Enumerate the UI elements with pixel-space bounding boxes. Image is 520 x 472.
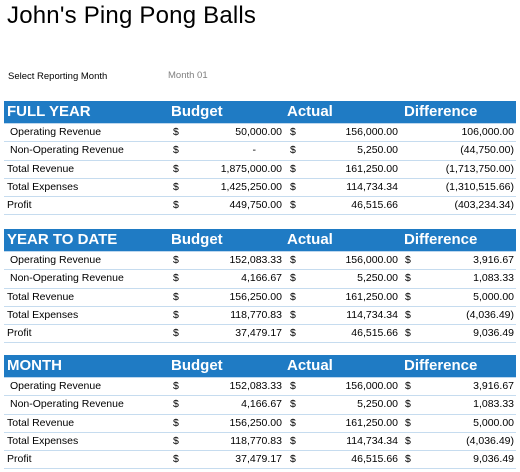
section-full-year: [4, 101, 516, 215]
difference-cell[interactable]: 3,916.67: [473, 380, 514, 392]
table-row: [4, 179, 516, 197]
currency-symbol: $: [290, 380, 296, 392]
currency-symbol: $: [173, 180, 179, 193]
currency-symbol: $: [290, 199, 296, 212]
table-row: [4, 142, 516, 160]
budget-cell[interactable]: 152,083.33: [229, 254, 282, 266]
actual-column-header: Actual: [287, 231, 333, 248]
actual-cell[interactable]: 114,734.34: [346, 308, 398, 321]
difference-cell[interactable]: 5,000.00: [473, 290, 514, 303]
currency-symbol: $: [405, 308, 411, 321]
row-label: Operating Revenue: [10, 254, 102, 266]
section-title: FULL YEAR: [7, 103, 91, 120]
actual-cell[interactable]: 5,250.00: [357, 272, 398, 285]
currency-symbol: $: [173, 290, 179, 303]
row-label: Non-Operating Revenue: [10, 144, 124, 157]
actual-cell[interactable]: 46,515.66: [351, 327, 398, 340]
budget-cell[interactable]: 156,250.00: [229, 416, 282, 429]
budget-column-header: Budget: [171, 357, 223, 374]
budget-cell[interactable]: 156,250.00: [229, 290, 282, 303]
currency-symbol: $: [290, 126, 296, 138]
row-label: Non-Operating Revenue: [10, 272, 124, 285]
currency-symbol: $: [173, 199, 179, 212]
actual-cell[interactable]: 5,250.00: [357, 398, 398, 411]
currency-symbol: $: [290, 144, 296, 157]
difference-cell[interactable]: 1,083.33: [473, 398, 514, 411]
difference-column-header: Difference: [404, 231, 478, 248]
currency-symbol: $: [290, 453, 296, 466]
actual-cell[interactable]: 114,734.34: [346, 434, 398, 447]
section-header: [4, 355, 516, 378]
table-row: [4, 270, 516, 288]
row-label: Profit: [7, 199, 32, 212]
actual-cell[interactable]: 46,515.66: [351, 453, 398, 466]
currency-symbol: $: [405, 272, 411, 285]
currency-symbol: $: [290, 290, 296, 303]
currency-symbol: $: [405, 290, 411, 303]
actual-cell[interactable]: 46,515.66: [351, 199, 398, 212]
table-row: [4, 124, 516, 142]
difference-cell[interactable]: 1,083.33: [473, 272, 514, 285]
currency-symbol: $: [290, 272, 296, 285]
budget-cell[interactable]: 118,770.83: [230, 434, 282, 447]
difference-cell[interactable]: (4,036.49): [466, 434, 514, 447]
actual-cell[interactable]: 156,000.00: [345, 380, 398, 392]
difference-cell[interactable]: 5,000.00: [473, 416, 514, 429]
currency-symbol: $: [173, 144, 179, 157]
actual-column-header: Actual: [287, 357, 333, 374]
currency-symbol: $: [290, 308, 296, 321]
currency-symbol: $: [173, 434, 179, 447]
currency-symbol: $: [290, 180, 296, 193]
table-row: [4, 252, 516, 270]
currency-symbol: $: [405, 254, 411, 266]
currency-symbol: $: [405, 416, 411, 429]
actual-cell[interactable]: 5,250.00: [357, 144, 398, 157]
table-row: [4, 289, 516, 307]
table-row: [4, 433, 516, 451]
budget-cell[interactable]: 50,000.00: [235, 126, 282, 138]
currency-symbol: $: [173, 126, 179, 138]
budget-cell[interactable]: 1,875,000.00: [220, 162, 282, 175]
table-row: [4, 415, 516, 433]
currency-symbol: $: [173, 162, 179, 175]
budget-cell[interactable]: -: [252, 144, 256, 157]
actual-column-header: Actual: [287, 103, 333, 120]
difference-cell[interactable]: 9,036.49: [473, 327, 514, 340]
currency-symbol: $: [290, 162, 296, 175]
difference-cell[interactable]: 9,036.49: [473, 453, 514, 466]
budget-column-header: Budget: [171, 103, 223, 120]
section-year-to-date: [4, 229, 516, 343]
difference-cell[interactable]: (44,750.00): [460, 144, 514, 157]
currency-symbol: $: [290, 434, 296, 447]
row-label: Total Revenue: [7, 290, 75, 303]
row-label: Operating Revenue: [10, 380, 102, 392]
reporting-month-select[interactable]: Month 01: [168, 70, 208, 81]
currency-symbol: $: [173, 416, 179, 429]
table-row: [4, 161, 516, 179]
difference-column-header: Difference: [404, 103, 478, 120]
currency-symbol: $: [405, 380, 411, 392]
difference-cell[interactable]: (1,713,750.00): [445, 162, 514, 175]
row-label: Total Revenue: [7, 416, 75, 429]
budget-cell[interactable]: 449,750.00: [229, 199, 282, 212]
actual-cell[interactable]: 161,250.00: [345, 162, 398, 175]
budget-cell[interactable]: 118,770.83: [230, 308, 282, 321]
budget-cell[interactable]: 4,166.67: [241, 398, 282, 411]
currency-symbol: $: [173, 398, 179, 411]
table-row: [4, 451, 516, 469]
currency-symbol: $: [405, 327, 411, 340]
difference-cell[interactable]: (403,234.34): [454, 199, 514, 212]
row-label: Non-Operating Revenue: [10, 398, 124, 411]
difference-cell[interactable]: (4,036.49): [466, 308, 514, 321]
difference-cell[interactable]: 106,000.00: [461, 126, 514, 138]
row-label: Total Expenses: [7, 180, 79, 193]
section-month: [4, 355, 516, 469]
row-label: Profit: [7, 453, 32, 466]
currency-symbol: $: [405, 453, 411, 466]
section-title: YEAR TO DATE: [7, 231, 118, 248]
row-label: Total Revenue: [7, 162, 75, 175]
table-row: [4, 378, 516, 396]
currency-symbol: $: [290, 398, 296, 411]
currency-symbol: $: [290, 254, 296, 266]
budget-cell[interactable]: 152,083.33: [229, 380, 282, 392]
section-header: [4, 229, 516, 252]
table-row: [4, 307, 516, 325]
table-row: [4, 396, 516, 414]
row-label: Profit: [7, 327, 32, 340]
table-row: [4, 325, 516, 343]
difference-cell[interactable]: 3,916.67: [473, 254, 514, 266]
actual-cell[interactable]: 156,000.00: [345, 126, 398, 138]
row-label: Total Expenses: [7, 434, 79, 447]
reporting-month-label: Select Reporting Month: [8, 71, 108, 82]
currency-symbol: $: [173, 308, 179, 321]
actual-cell[interactable]: 156,000.00: [345, 254, 398, 266]
currency-symbol: $: [173, 254, 179, 266]
currency-symbol: $: [290, 327, 296, 340]
budget-cell[interactable]: 37,479.17: [235, 327, 282, 340]
budget-column-header: Budget: [171, 231, 223, 248]
section-header: [4, 101, 516, 124]
currency-symbol: $: [173, 380, 179, 392]
row-label: Total Expenses: [7, 308, 79, 321]
currency-symbol: $: [173, 453, 179, 466]
difference-cell[interactable]: (1,310,515.66): [445, 180, 514, 193]
currency-symbol: $: [173, 327, 179, 340]
budget-cell[interactable]: 37,479.17: [235, 453, 282, 466]
report-title: John's Ping Pong Balls: [7, 2, 257, 29]
actual-cell[interactable]: 114,734.34: [346, 180, 398, 193]
currency-symbol: $: [405, 434, 411, 447]
currency-symbol: $: [405, 398, 411, 411]
budget-cell[interactable]: 4,166.67: [241, 272, 282, 285]
actual-cell[interactable]: 161,250.00: [345, 416, 398, 429]
actual-cell[interactable]: 161,250.00: [345, 290, 398, 303]
table-row: [4, 197, 516, 215]
section-title: MONTH: [7, 357, 62, 374]
budget-cell[interactable]: 1,425,250.00: [220, 180, 282, 193]
difference-column-header: Difference: [404, 357, 478, 374]
currency-symbol: $: [173, 272, 179, 285]
row-label: Operating Revenue: [10, 126, 102, 138]
currency-symbol: $: [290, 416, 296, 429]
